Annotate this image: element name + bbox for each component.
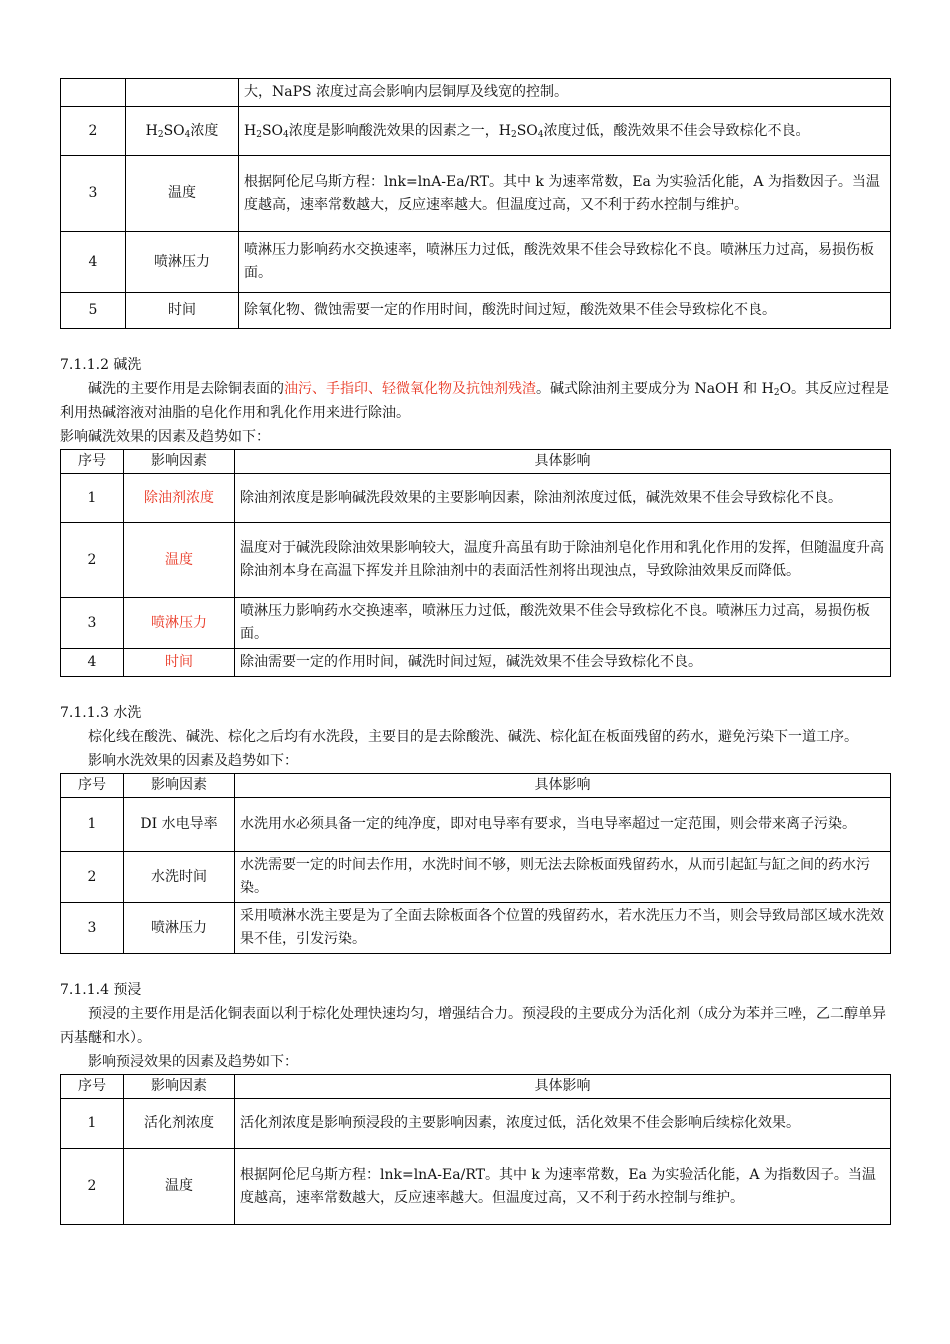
row-effect: 喷淋压力影响药水交换速率，喷淋压力过低，酸洗效果不佳会导致棕化不良。喷淋压力过高，易损伤板面。 xyxy=(235,598,891,649)
row-factor xyxy=(126,79,239,107)
table-row xyxy=(61,903,891,954)
table-header-row xyxy=(61,774,891,798)
row-factor: DI 水电导率 xyxy=(124,798,235,852)
row-factor: 时间 xyxy=(126,293,239,329)
header-factor: 影响因素 xyxy=(124,450,235,474)
table-row xyxy=(61,107,891,156)
table-lead: 影响水洗效果的因素及趋势如下： xyxy=(88,753,298,769)
row-effect: 根据阿伦尼乌斯方程：lnk=lnA-Ea/RT。其中 k 为速率常数，Ea 为实验活化能，A 为指数因子。当温度越高，速率常数越大，反应速率越大。但温度过高，又不利于药水控制与维护。 xyxy=(239,156,891,232)
document-page xyxy=(60,78,891,1225)
row-number: 1 xyxy=(61,474,124,523)
row-factor xyxy=(126,107,239,156)
subscript: 2 xyxy=(773,388,780,398)
row-factor: 喷淋压力 xyxy=(126,232,239,293)
row-number: 5 xyxy=(61,293,126,329)
row-number: 2 xyxy=(61,852,124,903)
row-factor: 喷淋压力 xyxy=(124,903,235,954)
row-factor: 除油剂浓度 xyxy=(124,474,235,523)
text-fragment: 浓度过低，酸洗效果不佳会导致棕化不良。 xyxy=(543,122,810,139)
table-row xyxy=(61,79,891,107)
section-heading: 7.1.1.3 水洗 xyxy=(60,705,142,721)
section-heading: 7.1.1.2 碱洗 xyxy=(60,357,142,373)
subscript: 2 xyxy=(157,129,164,140)
row-number: 3 xyxy=(61,598,124,649)
row-number: 2 xyxy=(61,1149,124,1225)
table-row xyxy=(61,156,891,232)
row-number: 3 xyxy=(61,903,124,954)
header-effect: 具体影响 xyxy=(235,450,891,474)
text-fragment: 浓度 xyxy=(190,122,219,139)
row-effect: 水洗需要一定的时间去作用，水洗时间不够，则无法去除板面残留药水，从而引起缸与缸之间的药水污染。 xyxy=(235,852,891,903)
text-fragment: H xyxy=(145,122,158,139)
subscript: 2 xyxy=(256,129,262,140)
header-number: 序号 xyxy=(61,774,124,798)
row-number xyxy=(61,79,126,107)
subscript: 4 xyxy=(283,129,289,140)
row-number: 2 xyxy=(61,523,124,598)
table-row xyxy=(61,852,891,903)
row-number: 4 xyxy=(61,232,126,293)
text-fragment: SO xyxy=(163,122,185,139)
row-number: 1 xyxy=(61,1099,124,1149)
section-intro xyxy=(60,377,891,425)
row-number: 1 xyxy=(61,798,124,852)
text-fragment: H xyxy=(244,122,257,139)
header-factor: 影响因素 xyxy=(124,1075,235,1099)
text-fragment: 。碱式除油剂主要成分为 NaOH 和 H xyxy=(536,381,774,397)
pre-dip-table xyxy=(60,1074,891,1225)
row-number: 3 xyxy=(61,156,126,232)
text-fragment: SO xyxy=(516,122,538,139)
highlighted-text: 油污、手指印、轻微氧化物及抗蚀剂残渣 xyxy=(284,381,536,397)
row-effect xyxy=(239,107,891,156)
section-intro: 预浸的主要作用是活化铜表面以利于棕化处理快速均匀，增强结合力。预浸段的主要成分为活化剂（成分为苯并三唑，乙二醇单异丙基醚和水）。 xyxy=(60,1006,886,1046)
table-header-row xyxy=(61,1075,891,1099)
row-factor: 温度 xyxy=(126,156,239,232)
row-effect: 水洗用水必须具备一定的纯净度，即对电导率有要求，当电导率超过一定范围，则会带来离子污染。 xyxy=(235,798,891,852)
row-effect: 除油剂浓度是影响碱洗段效果的主要影响因素，除油剂浓度过低，碱洗效果不佳会导致棕化不良。 xyxy=(235,474,891,523)
table-row xyxy=(61,598,891,649)
table-row xyxy=(61,523,891,598)
table-row xyxy=(61,649,891,677)
acid-wash-table xyxy=(60,78,891,329)
header-effect: 具体影响 xyxy=(235,774,891,798)
table-header-row xyxy=(61,450,891,474)
row-effect: 大，NaPS 浓度过高会影响内层铜厚及线宽的控制。 xyxy=(239,79,891,107)
table-lead: 影响预浸效果的因素及趋势如下： xyxy=(88,1054,298,1070)
text-fragment: O。其反应过程是利用热碱溶液对油脂的皂化作用和乳化作用来进行除油。 xyxy=(60,381,890,421)
row-effect: 根据阿伦尼乌斯方程：lnk=lnA-Ea/RT。其中 k 为速率常数，Ea 为实验活化能，A 为指数因子。当温度越高，速率常数越大，反应速率越大。但温度过高，又不利于药水控制与维护。 xyxy=(235,1149,891,1225)
subscript: 4 xyxy=(184,129,191,140)
text-fragment: SO xyxy=(261,122,284,139)
table-row xyxy=(61,232,891,293)
row-factor: 水洗时间 xyxy=(124,852,235,903)
subscript: 2 xyxy=(510,129,517,140)
table-row xyxy=(61,798,891,852)
row-effect: 采用喷淋水洗主要是为了全面去除板面各个位置的残留药水，若水洗压力不当，则会导致局部区域水洗效果不佳，引发污染。 xyxy=(235,903,891,954)
alkaline-wash-table xyxy=(60,449,891,677)
row-effect: 除氧化物、微蚀需要一定的作用时间，酸洗时间过短，酸洗效果不佳会导致棕化不良。 xyxy=(239,293,891,329)
table-row xyxy=(61,474,891,523)
row-number: 2 xyxy=(61,107,126,156)
text-fragment: 碱洗的主要作用是去除铜表面的 xyxy=(88,381,284,397)
header-number: 序号 xyxy=(61,1075,124,1099)
row-factor: 活化剂浓度 xyxy=(124,1099,235,1149)
row-effect: 活化剂浓度是影响预浸段的主要影响因素，浓度过低，活化效果不佳会影响后续棕化效果。 xyxy=(235,1099,891,1149)
header-number: 序号 xyxy=(61,450,124,474)
header-factor: 影响因素 xyxy=(124,774,235,798)
table-row xyxy=(61,1099,891,1149)
row-factor: 喷淋压力 xyxy=(124,598,235,649)
section-heading: 7.1.1.4 预浸 xyxy=(60,982,142,998)
table-lead: 影响碱洗效果的因素及趋势如下： xyxy=(60,429,270,445)
row-factor: 温度 xyxy=(124,523,235,598)
row-number: 4 xyxy=(61,649,124,677)
row-factor: 温度 xyxy=(124,1149,235,1225)
row-factor: 时间 xyxy=(124,649,235,677)
row-effect: 喷淋压力影响药水交换速率，喷淋压力过低，酸洗效果不佳会导致棕化不良。喷淋压力过高，易损伤板面。 xyxy=(239,232,891,293)
table-row xyxy=(61,1149,891,1225)
subscript: 4 xyxy=(537,129,544,140)
row-effect: 温度对于碱洗段除油效果影响较大，温度升高虽有助于除油剂皂化作用和乳化作用的发挥，但随温度升高除油剂本身在高温下挥发并且除油剂中的表面活性剂将出现浊点，导致除油效果反而降低。 xyxy=(235,523,891,598)
table-row xyxy=(61,293,891,329)
water-wash-table xyxy=(60,773,891,954)
text-fragment: 浓度是影响酸洗效果的因素之一，H xyxy=(288,122,511,139)
section-intro: 棕化线在酸洗、碱洗、棕化之后均有水洗段，主要目的是去除酸洗、碱洗、棕化缸在板面残留的药水，避免污染下一道工序。 xyxy=(88,729,858,745)
header-effect: 具体影响 xyxy=(235,1075,891,1099)
row-effect: 除油需要一定的作用时间，碱洗时间过短，碱洗效果不佳会导致棕化不良。 xyxy=(235,649,891,677)
